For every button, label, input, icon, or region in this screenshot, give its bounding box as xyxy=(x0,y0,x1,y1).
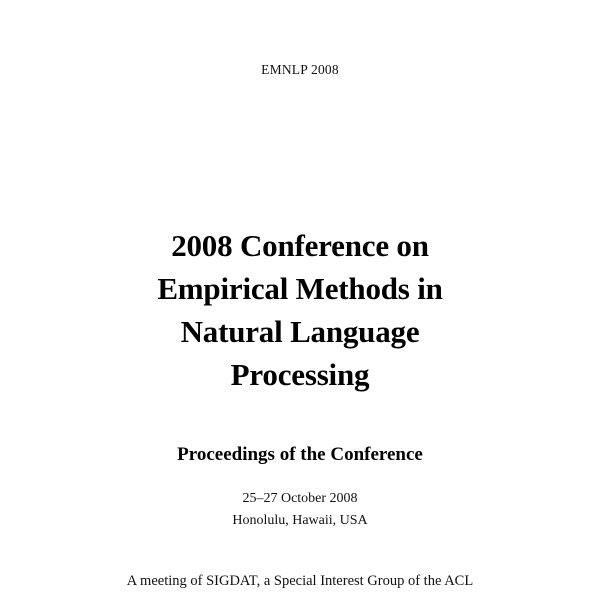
title-line-1: 2008 Conference on xyxy=(171,228,429,263)
document-title xyxy=(0,224,600,396)
sponsor-note: A meeting of SIGDAT, a Special Interest Group of the ACL xyxy=(126,573,474,589)
venue-header: EMNLP 2008 xyxy=(261,62,339,77)
title-line-2: Empirical Methods in xyxy=(157,271,443,306)
document-subtitle: Proceedings of the Conference xyxy=(177,444,423,465)
title-line-3: Natural Language xyxy=(180,314,420,349)
conference-date: 25–27 October 2008 xyxy=(242,491,358,506)
conference-location: Honolulu, Hawaii, USA xyxy=(232,513,368,528)
title-line-4: Processing xyxy=(230,357,370,392)
